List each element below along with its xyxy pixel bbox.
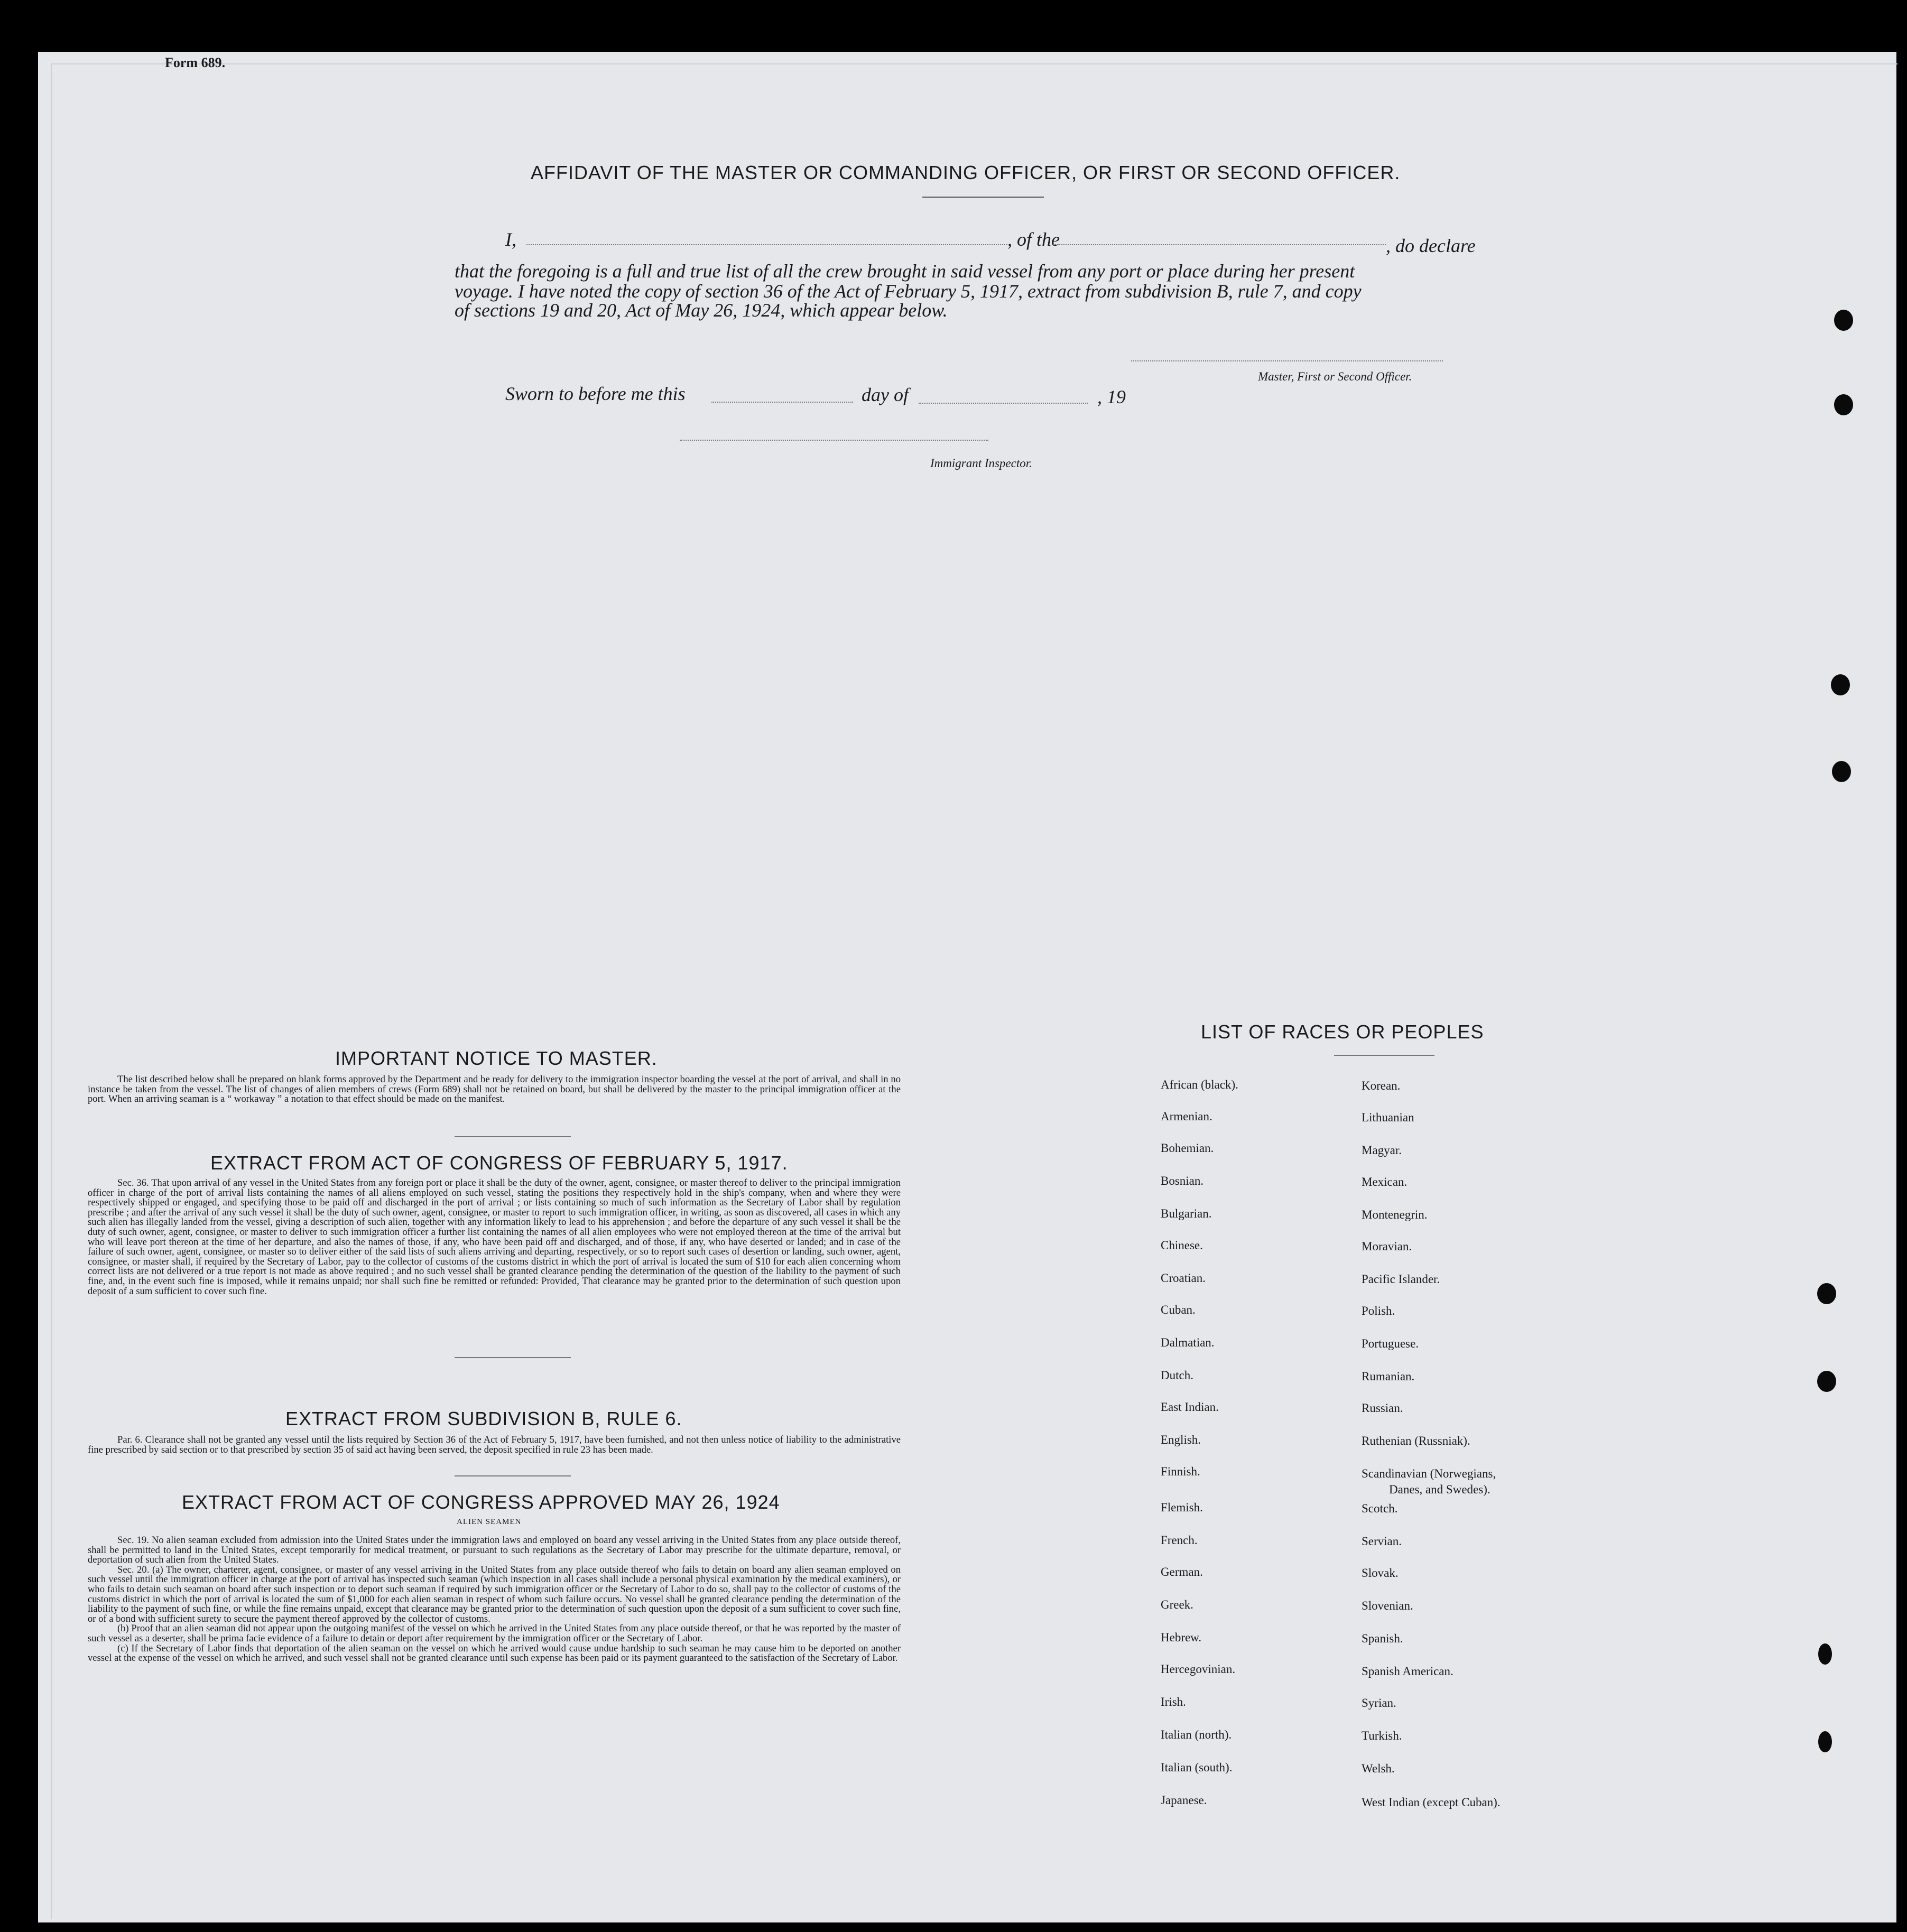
race-item-english: English. [1161,1433,1201,1446]
extract-1917-title: EXTRACT FROM ACT OF CONGRESS OF FEBRUARY 5, 1917. [210,1152,788,1174]
race-item-lithuanian: Lithuanian [1362,1111,1414,1124]
race-item-welsh: Welsh. [1362,1762,1395,1775]
affidavit-line2: that the foregoing is a full and true list of all the crew brought in said vessel from any port or place during her present [455,261,1355,282]
sec20c-paragraph: (c) If the Secretary of Labor finds that deportation of the alien seaman on the vessel on which he arrived would cause undue hardship to such seaman he may cause him to be deported on another vessel at the expense of the vessel on which he arrived, and such vessel shall not be granted clearance until such expense has been paid or its payment guaranteed to the satisfaction of the Secretary of Labor. [88,1642,901,1664]
binder-hole [1818,1643,1832,1665]
race-item-greek: Greek. [1161,1598,1193,1611]
day-blank[interactable] [711,402,853,403]
race-item-syrian: Syrian. [1362,1696,1396,1710]
race-item-servian: Servian. [1362,1535,1402,1548]
alien-seamen-subtitle: ALIEN SEAMEN [457,1518,522,1526]
race-item-magyar: Magyar. [1362,1144,1402,1157]
race-item-hebrew: Hebrew. [1161,1631,1202,1644]
races-title: LIST OF RACES OR PEOPLES [1201,1021,1484,1043]
binder-hole [1834,394,1853,415]
notice-title: IMPORTANT NOTICE TO MASTER. [335,1047,658,1069]
year-19-text: , 19 [1097,386,1126,407]
race-item-scotch: Scotch. [1362,1502,1398,1515]
race-item-dutch: Dutch. [1161,1369,1193,1382]
binder-hole [1831,674,1850,695]
race-item-flemish: Flemish. [1161,1501,1203,1514]
affidavit-of-the: , of the [1007,229,1060,250]
race-item-portuguese: Portuguese. [1362,1337,1419,1350]
affidavit-line4: of sections 19 and 20, Act of May 26, 1924, which appear below. [455,300,948,321]
race-item-east-indian: East Indian. [1161,1400,1219,1414]
race-item-turkish: Turkish. [1362,1729,1402,1742]
sec19-paragraph: Sec. 19. No alien seaman excluded from admission into the United States under the immigration laws and employed on board any vessel arriving in the United States from any place outside thereof, shall be permitted to land in the United States, except temporarily for medical treatment, or pursuant to such regulations as the Secretary of Labor may prescribe for the ultimate departure, removal, or deportation of such alien from the United States. [88,1535,901,1566]
binder-hole [1818,1731,1832,1752]
race-item-hercegovinian: Hercegovinian. [1161,1662,1236,1676]
races-title-rule [1334,1055,1434,1056]
affidavit-do-declare: , do declare [1386,235,1476,256]
name-blank[interactable] [526,244,1007,245]
race-item-moravian: Moravian. [1362,1240,1412,1253]
race-item-spanish-american: Spanish American. [1362,1665,1454,1678]
month-blank[interactable] [919,403,1088,404]
form-number: Form 689. [165,55,226,70]
race-item-armenian: Armenian. [1161,1110,1212,1123]
affidavit-i: I, [505,229,516,250]
race-item-scandinavian-cont: Danes, and Swedes). [1389,1483,1491,1496]
race-item-west-indian-except-cuban: West Indian (except Cuban). [1362,1796,1501,1809]
race-item-chinese: Chinese. [1161,1239,1203,1252]
race-item-mexican: Mexican. [1362,1175,1408,1188]
binder-hole [1817,1283,1836,1304]
race-item-bohemian: Bohemian. [1161,1141,1214,1155]
race-item-slovenian: Slovenian. [1362,1599,1413,1612]
race-item-russian: Russian. [1362,1401,1403,1415]
master-signature-label: Master, First or Second Officer. [1258,370,1412,383]
race-item-spanish: Spanish. [1362,1632,1403,1645]
race-item-rumanian: Rumanian. [1362,1370,1415,1383]
binder-hole [1817,1371,1836,1392]
race-item-german: German. [1161,1565,1203,1578]
affidavit-line3: voyage. I have noted the copy of section 36 of the Act of February 5, 1917, extract from subdivision B, rule 7, and copy [455,281,1362,302]
race-item-slovak: Slovak. [1362,1566,1399,1580]
race-item-scandinavian-norwegians: Scandinavian (Norwegians, [1362,1467,1496,1480]
sec20b-paragraph: (b) Proof that an alien seaman did not appear upon the outgoing manifest of the vessel on which he arrived in the United States from any place outside thereof, or that he was reported by the master of such vessel as a deserter, shall be prima facie evidence of a failure to detain or deport after requirement by the immigration officer or the Secretary of Labor. [88,1623,901,1644]
rule6-body: Par. 6. Clearance shall not be granted any vessel until the lists required by Section 36 of the Act of February 5, 1917, have been furnished, and not then unless notice of liability to the administrative fine prescribed by said section or to that prescribed by section 35 of said act having been served, the deposit specified in rule 23 has been made. [88,1434,901,1455]
race-item-korean: Korean. [1362,1079,1401,1092]
rule6-title: EXTRACT FROM SUBDIVISION B, RULE 6. [285,1408,682,1429]
sworn-text: Sworn to before me this [505,383,686,404]
vessel-blank[interactable] [1053,244,1386,245]
sec20a-paragraph: Sec. 20. (a) The owner, charterer, agent, consignee, or master of any vessel arriving in the United States from any place outside thereof who fails to detain on board any alien seaman employed on such vessel until the immigration officer in charge at the port of arrival has inspected such seaman (which inspection in all cases shall include a personal physical examination by the medical examiners), or who fails to detain such seaman on board after such inspection or to deport such seaman if required by such immigration officer or the Secretary of Labor to do so, shall pay to the collector of customs of the customs district in which the port of arrival is located the sum of $1,000 for each alien seaman in respect of whom such failure occurs. No vessel shall be granted clearance pending the determination of the liability to the payment of such fine, or while the fine remains unpaid, except that clearance may be granted prior to the determination of such question upon the deposit of a sum sufficient to cover such fine, or of a bond with sufficient surety to secure the payment thereof approved by the collector of customs. [88,1564,901,1624]
race-item-japanese: Japanese. [1161,1794,1207,1807]
binder-hole [1832,761,1851,782]
race-item-african-black: African (black). [1161,1078,1238,1091]
race-item-irish: Irish. [1161,1695,1186,1708]
race-item-italian-north: Italian (north). [1161,1728,1232,1741]
divider [455,1136,571,1137]
race-item-italian-south: Italian (south). [1161,1761,1233,1774]
race-item-cuban: Cuban. [1161,1303,1196,1316]
race-item-montenegrin: Montenegrin. [1362,1208,1428,1221]
race-item-french: French. [1161,1534,1198,1547]
divider [455,1357,571,1358]
extract-1917-body: Sec. 36. That upon arrival of any vessel in the United States from any foreign port or place it shall be the duty of the owner, agent, consignee, or master thereof to deliver to the principal immigration officer in charge of the port of arrival lists containing the names of all aliens employed on such vessel, stating the positions they respectively hold in the ship's company, when and where they were respectively shipped or engaged, and specifying those to be paid off and discharged in the port of arrival ; or lists containing so much of such information as the Secretary of Labor shall by regulation prescribe ; and after the arrival of any such vessel it shall be the duty of such owner, agent, consignee, or master to report to such immigration officer, in writing, as soon as discovered, all cases in which any such alien has illegally landed from the vessel, giving a description of such alien, together with any information likely to lead to his apprehension ; and before the departure of any such vessel it shall be the duty of such owner, agent, consignee, or master to deliver to such immigration officer a further list containing the names of all alien employees who were not employed thereon at the time of the arrival but who will leave port thereon at the time of her departure, and also the names of those, if any, who have been paid off and discharged, and of those, if any, who have deserted or landed; and in case of the failure of such owner, agent, consignee, or master so to deliver either of the said lists of such aliens arriving and departing, respectively, or so to report such cases of desertion or landing, such owner, agent, consignee, or master shall, if required by the Secretary of Labor, pay to the collector of customs of the customs district in which the port of arrival is located the sum of $10 for each alien concerning whom correct lists are not delivered or a true report is not made as above required ; and no such vessel shall be granted clearance pending the determination of the question of the liability to the payment of such fine, and, in the event such fine is imposed, while it remains unpaid; nor shall such fine be remitted or refunded: Provided, That clearance may be granted prior to the determination of such question upon deposit of a sum sufficient to cover such fine. [88,1177,901,1297]
inspector-label: Immigrant Inspector. [930,457,1032,470]
divider [455,1475,571,1476]
race-item-croatian: Croatian. [1161,1271,1206,1285]
binder-hole [1834,310,1853,331]
master-signature-blank[interactable] [1131,360,1443,361]
race-item-dalmatian: Dalmatian. [1161,1336,1215,1349]
title-rule [922,197,1044,198]
race-item-finnish: Finnish. [1161,1465,1200,1478]
day-of-text: day of [862,384,909,405]
extract-1924-title: EXTRACT FROM ACT OF CONGRESS APPROVED MAY 26, 1924 [182,1491,780,1513]
notice-body: The list described below shall be prepared on blank forms approved by the Department and be ready for delivery to the immigration inspector boarding the vessel at the port of arrival, and shall in no instance be taken from the vessel. The list of changes of alien members of crews (Form 689) shall not be retained on board, but shall be delivered by the master to the principal immigration officer at the port. When an arriving seaman is a “ workaway ” a notation to that effect should be made on the manifest. [88,1074,901,1105]
affidavit-title: AFFIDAVIT OF THE MASTER OR COMMANDING OFFICER, OR FIRST OR SECOND OFFICER. [531,162,1401,183]
race-item-ruthenian-russniak: Ruthenian (Russniak). [1362,1434,1470,1447]
race-item-bosnian: Bosnian. [1161,1174,1204,1187]
race-item-pacific-islander: Pacific Islander. [1362,1272,1440,1286]
race-item-polish: Polish. [1362,1304,1395,1317]
inspector-signature-blank[interactable] [680,440,988,441]
race-item-bulgarian: Bulgarian. [1161,1207,1212,1220]
extract-1924-body [88,1536,901,1664]
